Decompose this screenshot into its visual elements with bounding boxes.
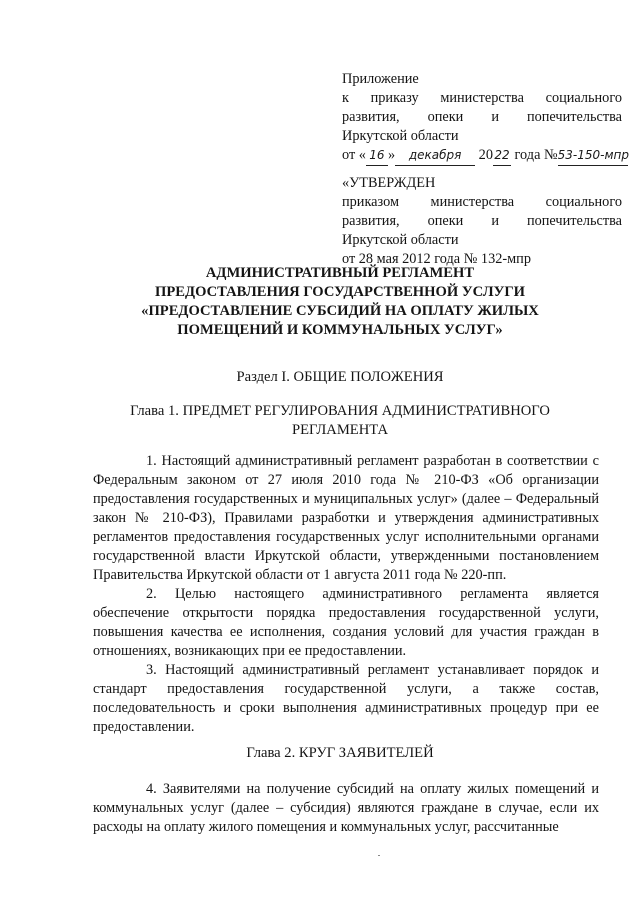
- approved-region: Иркутской области: [342, 232, 459, 248]
- paragraph-4: 4. Заявителями на получение субсидий на оплату жилых помещений и коммунальных услуг (далее – субсидия) являются граждане в случае, если их расходы на оплату жилого помещения и коммунальных услуг, рассчитанные: [93, 781, 599, 835]
- appendix-order-ref: к приказу министерства социального: [342, 90, 622, 106]
- chapter-1-heading: Глава 1. ПРЕДМЕТ РЕГУЛИРОВАНИЯ АДМИНИСТРАТИВНОГО РЕГЛАМЕНТА: [130, 403, 550, 438]
- handwritten-order-number: 53-150-мпр: [558, 146, 628, 166]
- paragraph-2: 2. Целью настоящего административного регламента является обеспечение открытости порядка предоставления государственной услуги, повышения качества ее исполнения, создания условий для участия граждан в отношениях, возникающих при ее предоставлении.: [93, 586, 599, 659]
- approved-ministry: развития, опеки и попечительства: [342, 213, 622, 229]
- appendix-date-line: от « 16 » декабря 2022 года №53-150-мпр: [342, 146, 622, 166]
- body-paragraph-4-block: [93, 780, 599, 837]
- chapter-2-heading: Глава 2. КРУГ ЗАЯВИТЕЛЕЙ: [246, 745, 434, 761]
- appendix-region: Иркутской области: [342, 128, 459, 144]
- approved-block: [342, 174, 622, 269]
- scan-speck: [378, 855, 380, 856]
- appendix-label: Приложение: [342, 71, 419, 87]
- handwritten-month: декабря: [395, 146, 475, 166]
- body-paragraphs: [93, 452, 599, 737]
- approved-order-ref: приказом министерства социального: [342, 194, 622, 210]
- appendix-block: [342, 70, 629, 166]
- handwritten-day: 16: [366, 146, 388, 166]
- paragraph-3: 3. Настоящий административный регламент устанавливает порядок и стандарт предоставления государственной услуги, а также состав, последовательность и сроки выполнения административных процедур при ее предоставлении.: [93, 662, 599, 735]
- approved-label: «УТВЕРЖДЕН: [342, 175, 436, 191]
- document-title: АДМИНИСТРАТИВНЫЙ РЕГЛАМЕНТ ПРЕДОСТАВЛЕНИЯ ГОСУДАРСТВЕННОЙ УСЛУГИ «ПРЕДОСТАВЛЕНИЕ СУБСИДИЙ НА ОПЛАТУ ЖИЛЫХ ПОМЕЩЕНИЙ И КОММУНАЛЬНЫХ УСЛУГ»: [141, 265, 539, 338]
- handwritten-year: 22: [493, 146, 511, 166]
- approved-date: от 28 мая 2012 года № 132-мпр: [342, 251, 531, 267]
- appendix-ministry: развития, опеки и попечительства: [342, 109, 622, 125]
- section-heading: Раздел I. ОБЩИЕ ПОЛОЖЕНИЯ: [236, 369, 444, 385]
- paragraph-1: 1. Настоящий административный регламент разработан в соответствии с Федеральным законом от 27 июля 2010 года № 210-ФЗ «Об организации предоставления государственных и муниципальных услуг» (далее – Федеральный закон № 210-ФЗ), Правилами разработки и утверждения административных регламентов предоставления государственных услуг исполнительными органами государственной власти Иркутской области, утвержденными постановлением Правительства Иркутской области от 1 августа 2011 года № 220-пп.: [93, 453, 599, 583]
